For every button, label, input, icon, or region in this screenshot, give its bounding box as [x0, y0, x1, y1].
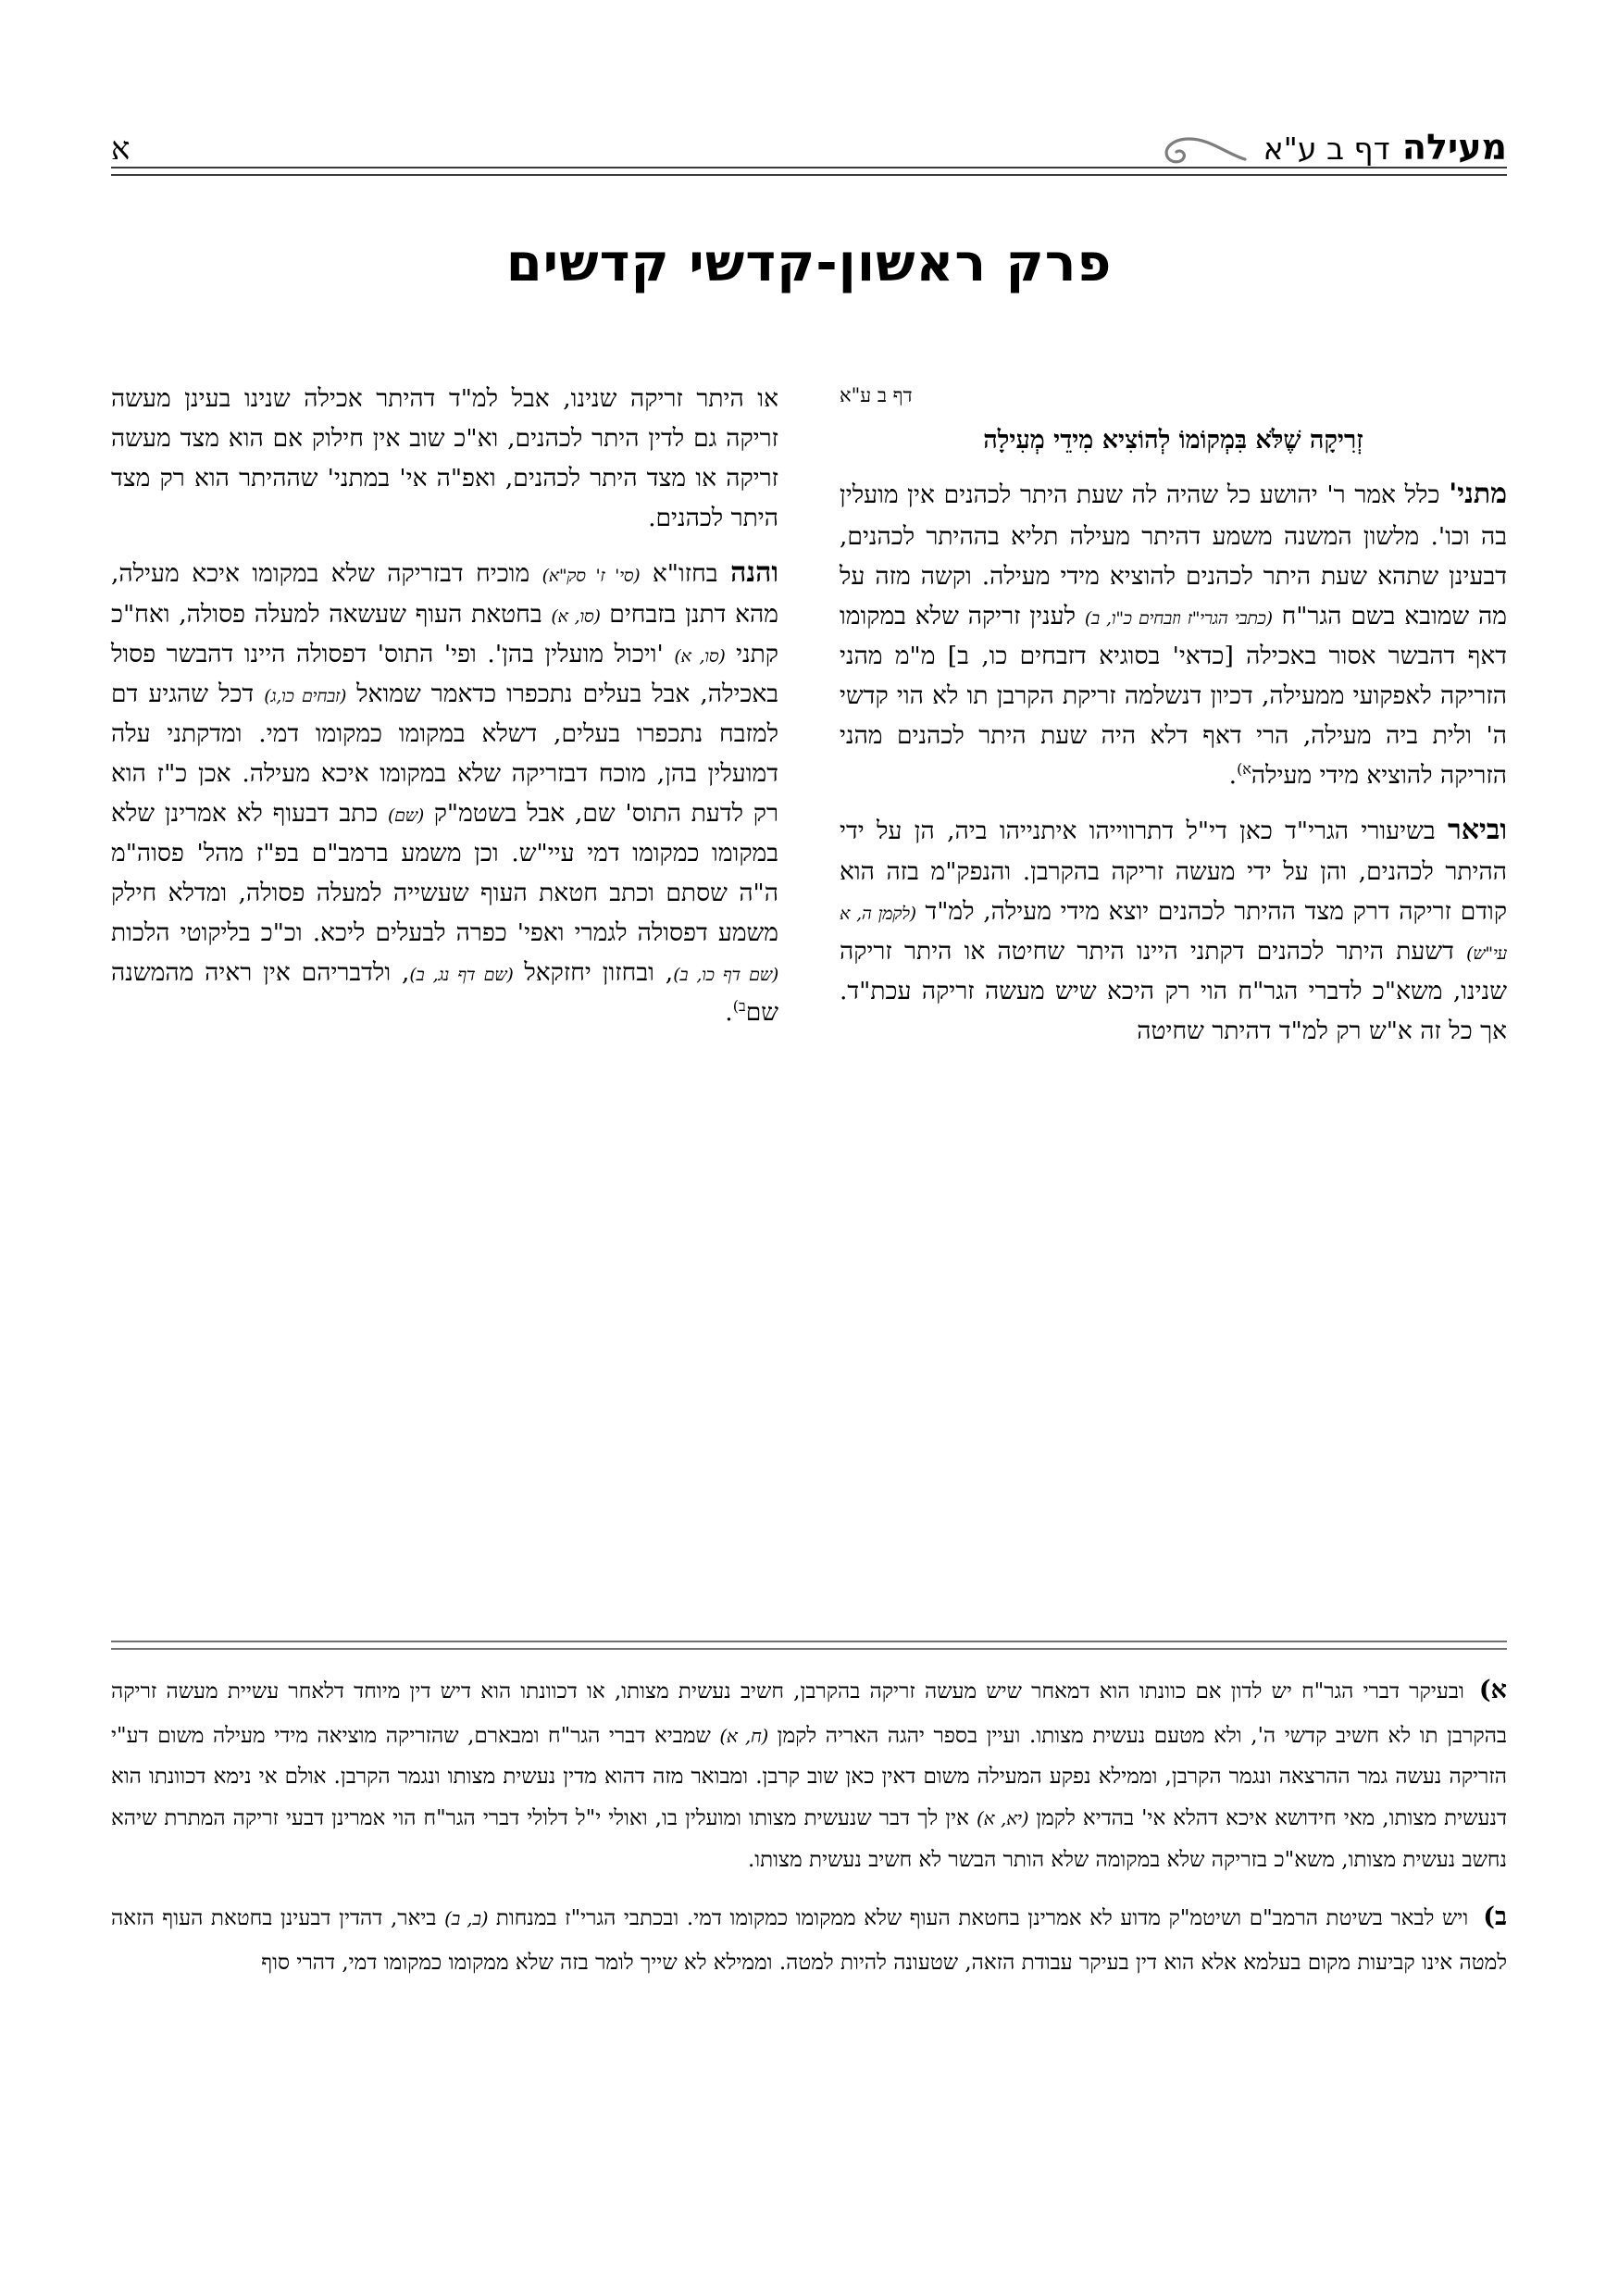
source-citation: (שם): [388, 805, 424, 826]
source-citation: (שם דף נג, ב): [409, 964, 514, 985]
footnote-marker[interactable]: ב): [732, 996, 746, 1015]
footnote-number: ב): [1483, 1903, 1508, 1932]
text-run: 'ויכול מועלין בהן'. ופי' התוס' דפסולה היינו דהבשר פסול באכילה, אבל בעלים נתכפרו כדאמר שמואל: [111, 640, 779, 709]
text-run: בחזו"א: [640, 558, 731, 588]
body-paragraph: [840, 472, 1507, 795]
footnote-entry: [111, 1666, 1507, 1881]
footnote-divider-rule: [111, 1641, 1507, 1650]
text-run: לענין זריקה שלא במקומו דאף דהבשר אסור באכילה [כדאי' בסוגיא דזבחים כו, ב] מ"מ מהני הזריקה לאפקועי ממעילה, דכיון דנשלמה זריקת הקרבן תו לא הוי קדשי ה' ולית ביה מעילה, הרי דאף דלא היה שעת היתר לכהנים מהני הזריקה להוציא מידי מעילה: [840, 601, 1507, 790]
text-run: בחטאת העוף שעשאה למעלה פסולה, ואח"כ קתני: [111, 600, 778, 669]
body-columns: [111, 380, 1507, 1611]
text-run: ובעיקר דברי הגר"ח יש לדון אם כוונתו הוא דמאחר שיש מעשה זריקה בהקרבן, חשיב נעשית מצותו, או דכוונתו הוא דיש דין מיוחד דלאחר עשיית מעשה זריקה בהקרבן תו לא חשיב קדשי ה', ולא מטעם נעשית מצותו. ועיין בספר יהגה האריה לקמן: [111, 1679, 1508, 1748]
source-citation: (ב, ב): [444, 1907, 489, 1930]
footnotes-section: [111, 1666, 1507, 1984]
text-run: או היתר זריקה שנינו, אבל למ"ד דהיתר אכילה שנינו בעינן מעשה זריקה גם לדין היתר לכהנים, וא"כ שוב אין חילוק אם הוא מצד מעשה זריקה או מצד היתר לכהנים, ואפ"ה אי' במתני' שההיתר הוא רק מצד היתר לכהנים.: [111, 384, 778, 532]
text-run: שמביא דברי הגר"ח ומבארם, שהזריקה מוציאה מידי מעילה משום דע"י הזריקה נעשה גמר ההרצאה ונגמר הקרבן, וממילא נפקע המעילה משום דאין כאן שוב קרבן. ומבואר מזה דהוא מדין נעשית מצותו ונגמר הקרבן. אולם אי נימא דכוונתו הוא דנעשית מצותו, מאי חידושא איכא דהלא אי' בהדיא לקמן: [111, 1723, 1508, 1831]
text-run: .: [1228, 760, 1238, 790]
left-column-paragraphs: [111, 380, 778, 1032]
text-run: ביאר, דהדין דבעינן בחטאת העוף הזאה למטה אינו קביעות מקום בעלמא אלא הוא דין בעיקר עבודת הזאה, שטעונה להיות למטה. וממילא לא שייך לומר בזה שלא ממקומו כמקומו דמי, דהרי סוף: [111, 1906, 1507, 1975]
text-run: ויש לבאר בשיטת הרמב"ם ושיטמ"ק מדוע לא אמרינן בחטאת העוף שלא ממקומו כמקומו דמי. ובכתבי הגרי"ז במנחות: [488, 1906, 1469, 1931]
text-run: כתב דבעוף לא אמרינן שלא במקומו כמקומו דמי עיי"ש. וכן משמע ברמב"ם בפ"ז מהל' פסוה"מ ה"ה שסתם וכתב חטאת העוף שעשייה למעלה פסולה, ומדלא חילק משמע דפסולה לגמרי ואפי' כפרה לבעלים ליכא. וכ"כ בליקוטי הלכות: [111, 798, 778, 947]
masechta-and-daf: [1263, 127, 1507, 168]
header-masechta-group: [1162, 127, 1507, 168]
text-run: דשעת היתר לכהנים דקתני היינו היתר שחיטה או היתר זריקה שנינו, משא"כ לדברי הגר"ח הוי רק היכא שיש מעשה זריקה עכת"ד. אך כל זה א"ש רק למ"ד דהיתר שחיטה: [840, 936, 1507, 1045]
text-run: כלל אמר ר' יהושע כל שהיה לה שעת היתר לכהנים אין מועלין בה וכו'. מלשון המשנה משמע דהיתר מעילה תליא בההיתר לכהנים, דבעינן שתהא שעת היתר לכהנים להוציא מידי מעילה. וקשה מזה על מה שמובא בשם הגר"ח: [840, 480, 1508, 630]
header-divider-rule: [111, 167, 1507, 176]
column-left: [111, 380, 778, 1611]
source-citation: (ח, א): [719, 1724, 769, 1747]
text-run: , ולדבריהם אין ראיה מהמשנה שם: [111, 957, 778, 1027]
footnote-marker[interactable]: א): [1237, 759, 1251, 778]
body-paragraph: [840, 808, 1507, 1052]
page-number: א: [111, 131, 131, 168]
footnote-number: א): [1478, 1676, 1507, 1704]
masechta-name: מעילה: [1401, 127, 1507, 168]
body-paragraph: [111, 380, 778, 539]
footnote-entry: [111, 1893, 1507, 1983]
source-citation: (יא, א): [977, 1807, 1029, 1830]
body-paragraph: [111, 551, 778, 1033]
text-run: אין לך דבר שנעשית מצותו ומועלין בו, ואולי י"ל דלולי דברי הגר"ח הוי אמרינן דבעי זריקה המתרת שיהא נחשב נעשית מצותו, משא"כ בזריקה שלא במקומה שלא הותר הבשר לא חשיב נעשית מצותו.: [111, 1806, 1507, 1873]
text-run: .: [725, 997, 733, 1027]
text-run: , ובחזון יחזקאל: [513, 957, 674, 987]
source-citation: (שם דף כו, ב): [673, 964, 778, 985]
paragraph-lead-word: וביאר: [1448, 813, 1507, 846]
chapter-title: פרק ראשון-קדשי קדשים: [505, 233, 1113, 293]
paragraph-lead-word: מתני': [1449, 478, 1507, 511]
paragraph-lead-word: והנה: [730, 555, 779, 589]
right-column-paragraphs: [840, 472, 1507, 1051]
text-run: דכל שהגיע דם למזבח נתכפרו בעלים, דשלא במקומו כמקומו דמי. ומדקתני עלה דמועלין בהן, מוכח דבזריקה שלא במקומו איכא מעילה. אכן כ"ז הוא רק לדעת התוס' שם, אבל בשטמ"ק: [111, 680, 778, 828]
source-citation: (סו, א): [674, 646, 726, 668]
source-citation: (סו, א): [551, 606, 601, 628]
swirl-flourish-icon: [1162, 135, 1247, 167]
source-citation: (כתבי הגרי"ז וזבחים כ"ו, ב): [1084, 607, 1273, 629]
section-heading: זְרִיקָה שֶׁלֹּא בִּמְקוֹמוֹ לְהוֹצִיא מִידֵי מְעִילָה: [983, 426, 1363, 455]
source-citation: (זבחים כו,ג): [264, 686, 347, 707]
source-citation: (לקמן ה, א עי"ש): [840, 904, 1507, 964]
page-header: [111, 100, 1507, 168]
daf-side-marker: דף ב ע"א: [840, 384, 913, 406]
column-right: [840, 380, 1507, 1611]
text-run: בשיעורי הגרי"ד כאן די"ל דתרווייהו איתנייהו ביה, הן על ידי ההיתר לכהנים, והן על ידי מעשה זריקה בהקרבן. והנפק"מ בזה הוא קודם זריקה דרק מצד ההיתר לכהנים יוצא מידי מעילה, למ"ד: [840, 816, 1507, 927]
text-run: מוכיח דבזריקה שלא במקומו איכא מעילה, מהא דתנן בזבחים: [111, 558, 778, 630]
daf-reference: דף ב ע"א: [1263, 131, 1390, 167]
source-citation: (סי' ז' סק"א): [541, 565, 641, 586]
